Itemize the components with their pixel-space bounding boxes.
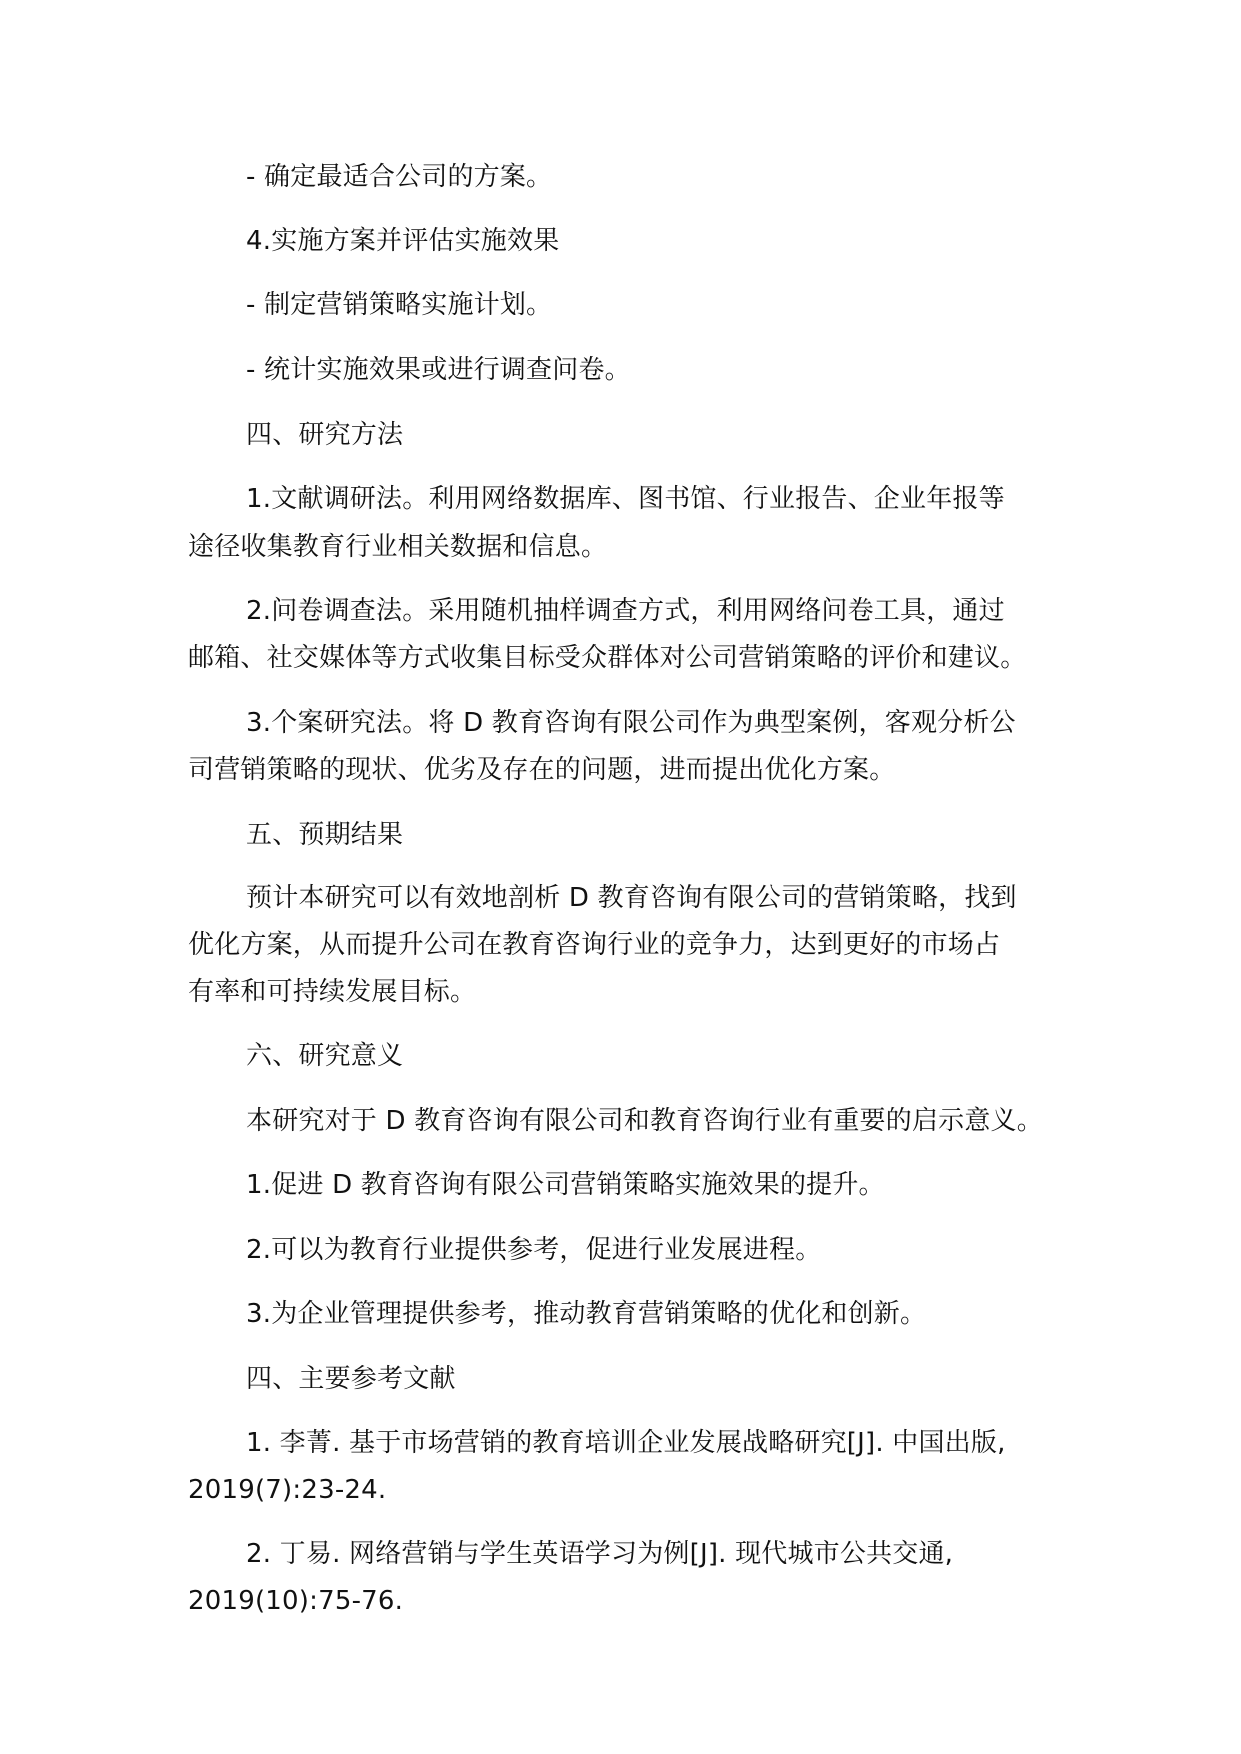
significance-intro: 本研究对于 D 教育咨询有限公司和教育咨询行业有重要的启示意义。: [246, 1106, 1043, 1136]
expected-results-line-2: 优化方案，从而提升公司在教育咨询行业的竞争力，达到更好的市场占: [188, 930, 1001, 960]
expected-results-line-1: 预计本研究可以有效地剖析 D 教育咨询有限公司的营销策略，找到: [246, 883, 1017, 913]
method-2-line-2: 邮箱、社交媒体等方式收集目标受众群体对公司营销策略的评价和建议。: [188, 643, 1027, 673]
significance-item-2: 2.可以为教育行业提供参考，促进行业发展进程。: [246, 1235, 822, 1265]
section-heading-references: 四、主要参考文献: [246, 1364, 456, 1394]
method-2-line-1: 2.问卷调查法。采用随机抽样调查方式，利用网络问卷工具，通过: [246, 596, 1005, 626]
section-heading-research-methods: 四、研究方法: [246, 420, 404, 450]
section-heading-expected-results: 五、预期结果: [246, 820, 404, 850]
step-bullet-make-plan: - 制定营销策略实施计划。: [246, 290, 553, 320]
step-bullet-statistics: - 统计实施效果或进行调查问卷。: [246, 355, 631, 385]
significance-item-3: 3.为企业管理提供参考，推动教育营销策略的优化和创新。: [246, 1299, 927, 1329]
expected-results-line-3: 有率和可持续发展目标。: [188, 977, 477, 1007]
reference-1-line-1: 1. 李菁. 基于市场营销的教育培训企业发展战略研究[J]. 中国出版,: [246, 1428, 1006, 1458]
method-3-line-1: 3.个案研究法。将 D 教育咨询有限公司作为典型案例，客观分析公: [246, 708, 1016, 738]
method-1-line-2: 途径收集教育行业相关数据和信息。: [188, 532, 608, 562]
reference-2-line-2: 2019(10):75-76.: [188, 1586, 404, 1616]
reference-1-line-2: 2019(7):23-24.: [188, 1475, 387, 1505]
step-bullet-choose-plan: - 确定最适合公司的方案。: [246, 162, 553, 192]
method-3-line-2: 司营销策略的现状、优劣及存在的问题，进而提出优化方案。: [188, 755, 896, 785]
reference-2-line-1: 2. 丁易. 网络营销与学生英语学习为例[J]. 现代城市公共交通,: [246, 1539, 954, 1569]
significance-item-1: 1.促进 D 教育咨询有限公司营销策略实施效果的提升。: [246, 1170, 885, 1200]
step-4-heading: 4.实施方案并评估实施效果: [246, 226, 560, 256]
section-heading-significance: 六、研究意义: [246, 1041, 404, 1071]
method-1-line-1: 1.文献调研法。利用网络数据库、图书馆、行业报告、企业年报等: [246, 484, 1005, 514]
